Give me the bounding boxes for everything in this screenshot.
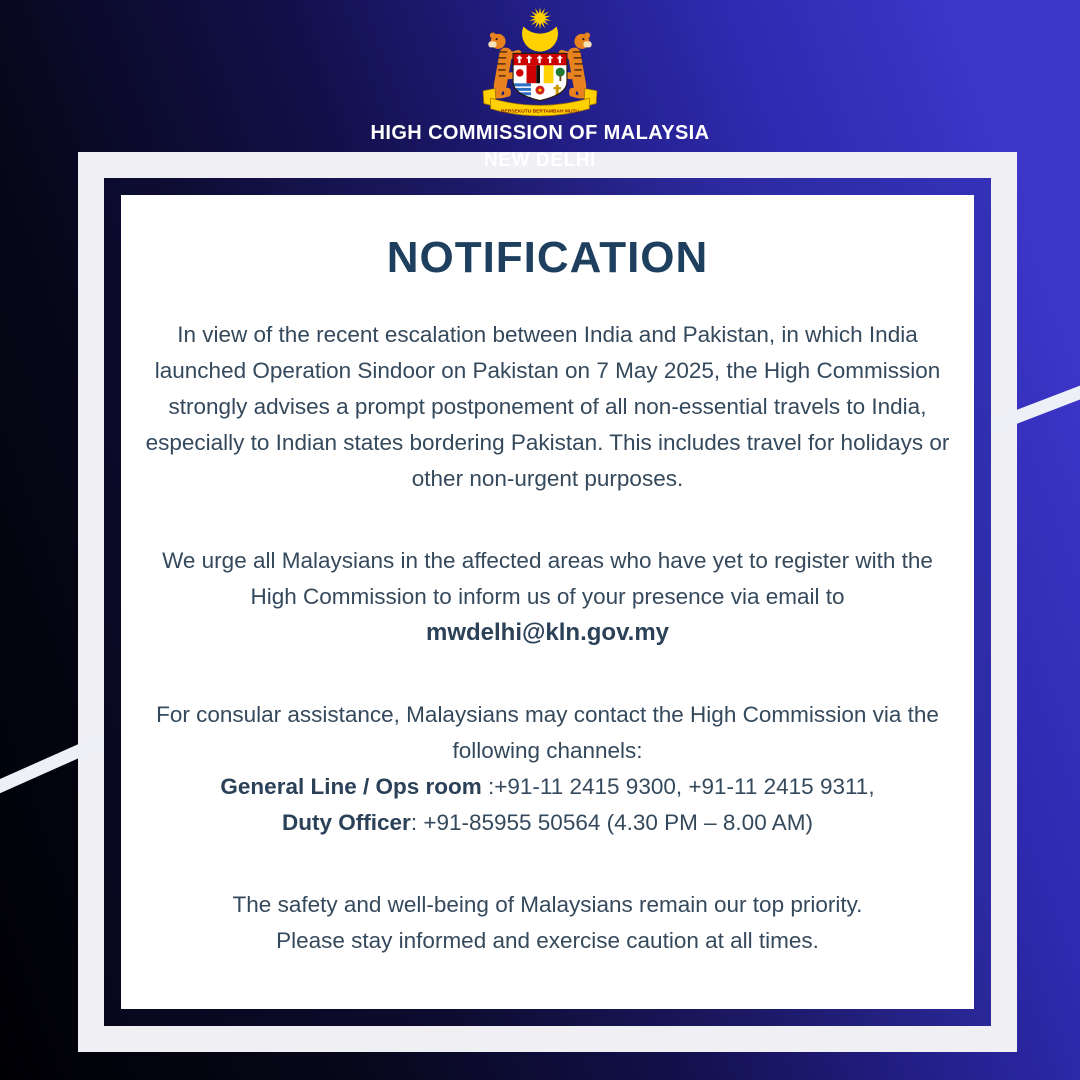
motto-text: BERSEKUTU BERTAMBAH MUTU <box>501 109 579 115</box>
general-line-label: General Line / Ops room <box>220 774 482 799</box>
duty-officer-label: Duty Officer <box>282 810 411 835</box>
paragraph-registration <box>141 543 954 651</box>
contact-intro-text: For consular assistance, Malaysians may contact the High Commission via the following channels: <box>156 702 939 763</box>
closing-line-1: The safety and well-being of Malaysians remain our top priority. <box>232 892 863 917</box>
general-line-row <box>141 769 954 805</box>
notice-card-border <box>104 178 991 1026</box>
paragraph-closing <box>141 887 954 959</box>
paragraph-travel-advisory: In view of the recent escalation between India and Pakistan, in which India launched Operation Sindoor on Pakistan on 7 May 2025, the High Commission strongly advises a prompt postponement of all non-essential travels to India, especially to Indian states bordering Pakistan. This includes travel for holidays or other non-urgent purposes. <box>145 322 950 491</box>
malaysia-coat-of-arms-icon <box>465 4 615 120</box>
header <box>0 0 1080 172</box>
duty-officer-row <box>141 805 954 841</box>
contact-email: mwdelhi@kln.gov.my <box>426 619 669 646</box>
org-name: HIGH COMMISSION OF MALAYSIA <box>370 122 710 144</box>
general-line-numbers: :+91-11 2415 9300, +91-11 2415 9311, <box>481 774 875 799</box>
closing-line-2: Please stay informed and exercise caution at all times. <box>276 928 819 953</box>
org-city: NEW DELHI <box>483 150 596 171</box>
registration-text: We urge all Malaysians in the affected areas who have yet to register with the High Commission to inform us of your presence via email to <box>162 548 933 609</box>
paragraph-contact-channels <box>141 697 954 841</box>
notice-card-frame <box>78 152 1017 1052</box>
duty-officer-numbers: : +91-85955 50564 (4.30 PM – 8.00 AM) <box>410 810 813 835</box>
notice-body <box>141 317 954 959</box>
shield-icon <box>513 53 567 101</box>
notice-title: NOTIFICATION <box>386 233 709 282</box>
notice-card <box>121 195 974 1009</box>
federal-star-icon <box>529 7 551 29</box>
crescent-icon <box>522 26 558 51</box>
